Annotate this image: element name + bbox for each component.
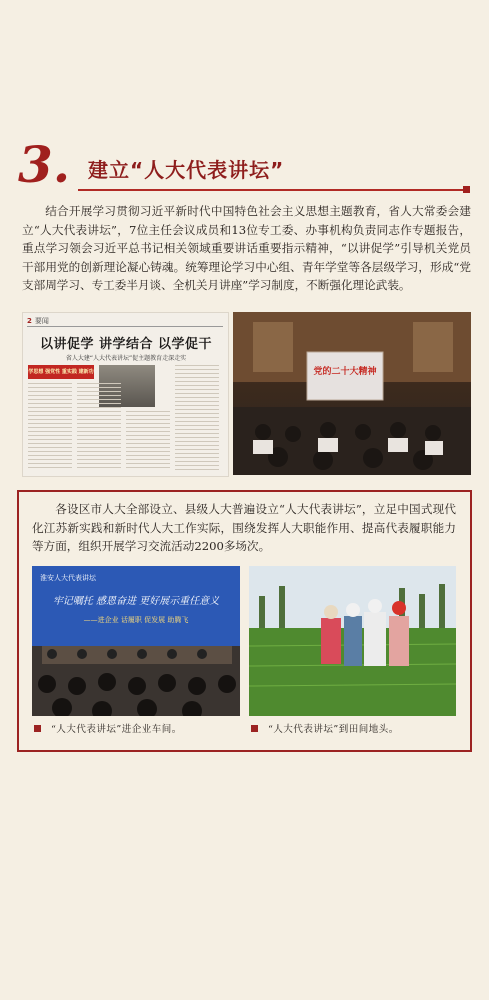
caption-right bbox=[251, 721, 399, 735]
meeting-screen-text: 党的二十大精神 bbox=[313, 367, 377, 377]
meeting-photo-illustration bbox=[233, 312, 471, 475]
newspaper-headline: 以讲促学 讲学结合 以学促干 bbox=[39, 337, 213, 352]
rice-field-illustration bbox=[249, 566, 456, 716]
section-heading bbox=[16, 135, 476, 200]
section-number: 3. bbox=[18, 135, 71, 194]
caption-right-text: “人大代表讲坛”到田间地头。 bbox=[268, 724, 399, 735]
rice-field-photo bbox=[249, 566, 456, 716]
caption-bullet bbox=[251, 725, 258, 732]
newspaper-column bbox=[175, 365, 219, 471]
intro-paragraph: 结合开展学习贯彻习近平新时代中国特色社会主义思想主题教育，省人大常委会建立“人大代表讲坛”，7位主任会议成员和13位专工委、办事机构负责同志作专题报告，重点学习领会习近平总书记相关领域重要讲话重要指示精神，“以讲促学”引导机关党员干部用党的创新理论凝心铸魂。统筹理论学习中心组、青年学堂等各层级学习，形成“党支部周学习、专工委半月谈、全机关月讲座”学习制度，不断强化理论武装。 bbox=[22, 204, 471, 292]
enterprise-hall-illustration bbox=[32, 566, 240, 716]
newspaper-page-label bbox=[27, 316, 49, 326]
box-paragraph: 各设区市人大全部设立、县级人大普遍设立“人大代表讲坛”，立足中国式现代化江苏新实践和新时代人大工作实际，围绕发挥人大职能作用、提高代表履职能力等方面，组织开展学习交流活动2200多场次。 bbox=[32, 502, 456, 553]
newspaper-banner: 学思想 强党性 重实践 建新功 bbox=[28, 365, 94, 379]
heading-rule bbox=[78, 189, 463, 191]
newspaper-rule bbox=[27, 326, 223, 327]
newspaper-column bbox=[126, 411, 170, 471]
newspaper-page-number: 2 bbox=[27, 317, 32, 325]
hall-banner-line1: 淮安人大代表讲坛 bbox=[40, 574, 96, 582]
hall-banner-line3: ——进企业 话履职 促发展 助腾飞 bbox=[83, 616, 189, 624]
newspaper-column bbox=[28, 383, 72, 471]
hall-banner-line2: 牢记嘱托 感恩奋进 更好展示重任意义 bbox=[52, 596, 220, 607]
meeting-photo bbox=[233, 312, 471, 475]
enterprise-hall-photo bbox=[32, 566, 240, 716]
caption-left bbox=[34, 721, 182, 735]
newspaper-clipping bbox=[22, 312, 229, 477]
newspaper-column bbox=[77, 383, 121, 471]
heading-rule-square bbox=[463, 186, 470, 193]
caption-bullet bbox=[34, 725, 41, 732]
newspaper-subhead: 省人大建“人大代表讲坛”促主题教育走深走实 bbox=[65, 355, 187, 362]
caption-left-text: “人大代表讲坛”进企业车间。 bbox=[51, 724, 182, 735]
section-title: 建立“人大代表讲坛” bbox=[88, 158, 285, 182]
newspaper-section: 要闻 bbox=[34, 317, 49, 325]
